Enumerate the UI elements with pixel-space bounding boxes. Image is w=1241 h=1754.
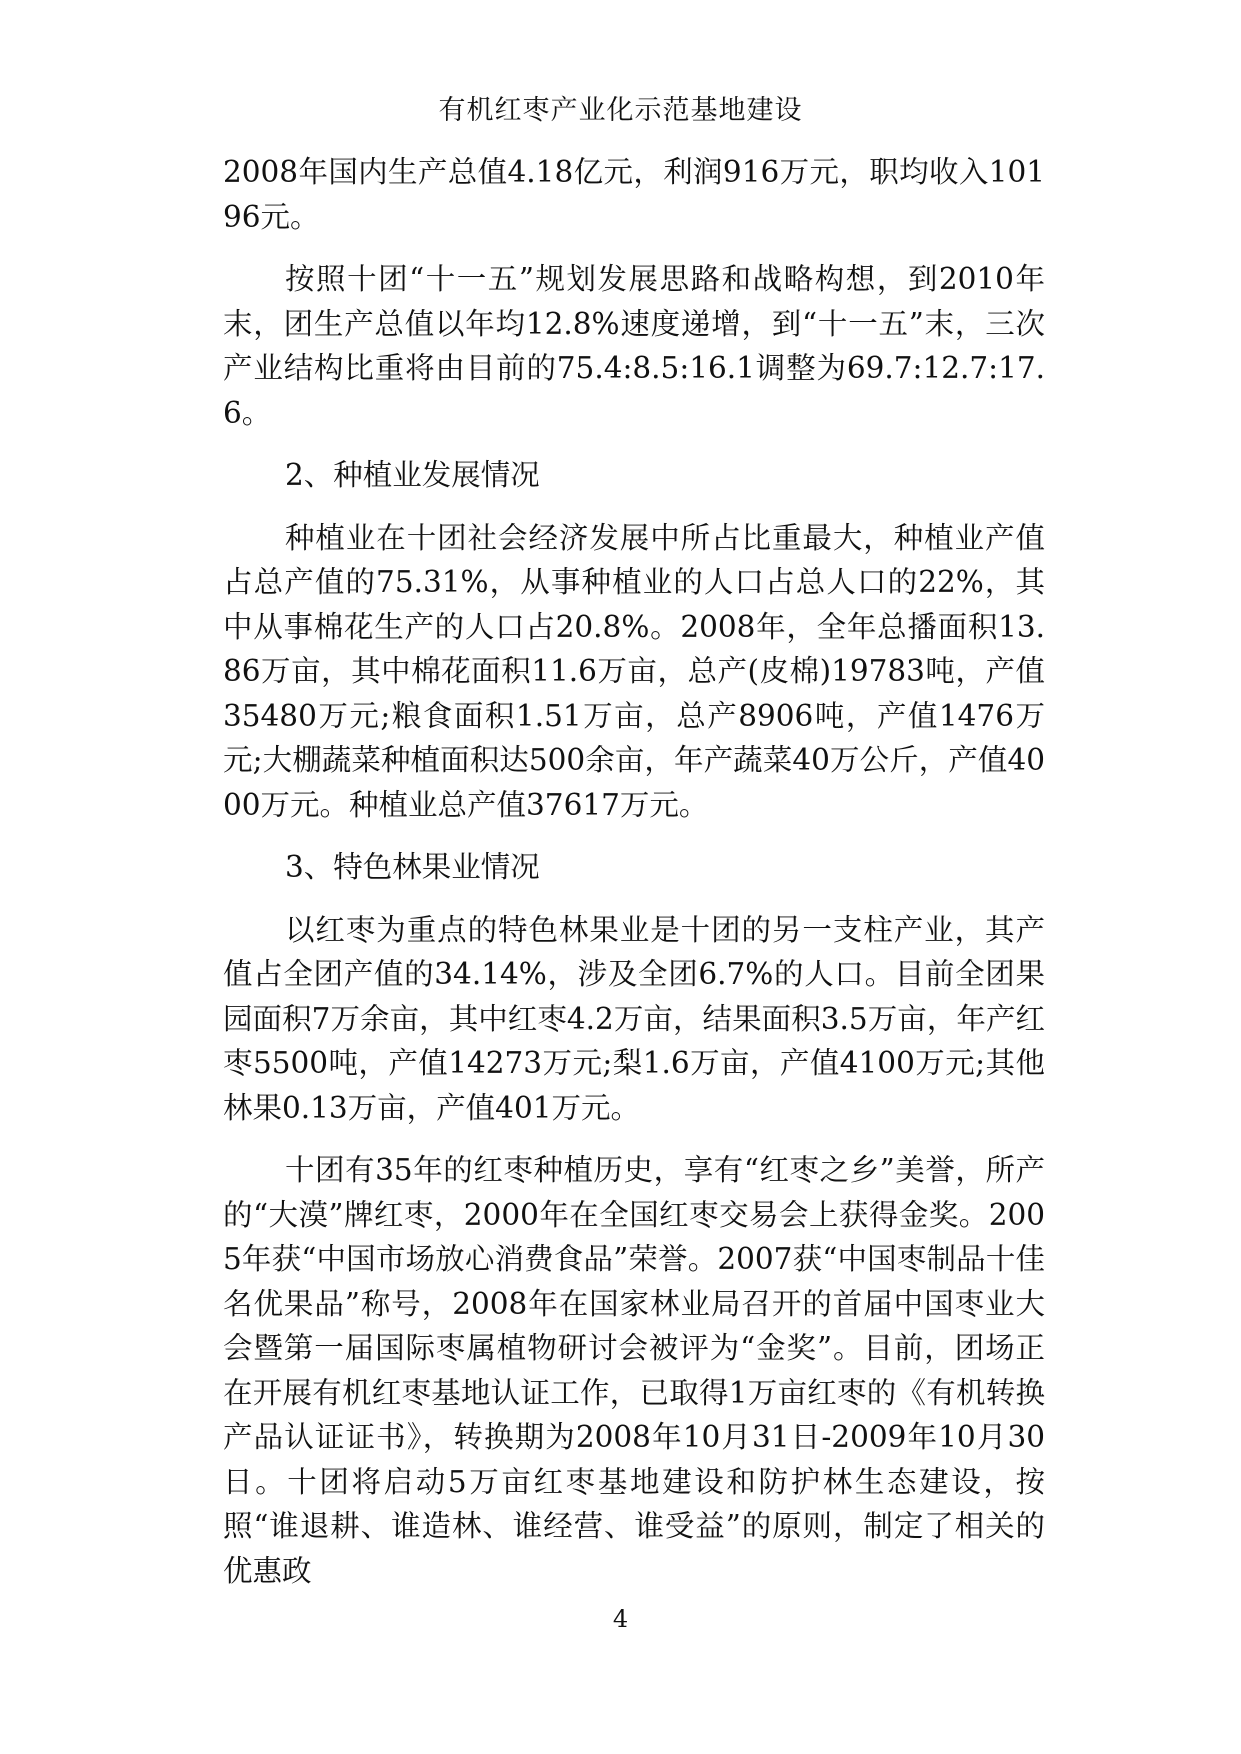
paragraph-4: 以红枣为重点的特色林果业是十团的另一支柱产业，其产值占全团产值的34.14%，涉及全团6.7%的人口。目前全团果园面积7万余亩，其中红枣4.2万亩，结果面积3.5万亩，年产红枣5500吨，产值14273万元;梨1.6万亩，产值4100万元;其他林果0.13万亩，产值401万元。 xyxy=(223,912,1045,1125)
paragraph-3: 种植业在十团社会经济发展中所占比重最大，种植业产值占总产值的75.31%，从事种植业的人口占总人口的22%，其中从事棉花生产的人口占20.8%。2008年，全年总播面积13.86万亩，其中棉花面积11.6万亩，总产(皮棉)19783吨，产值35480万元;粮食面积1.51万亩，总产8906吨，产值1476万元;大棚蔬菜种植面积达500余亩，年产蔬菜40万公斤，产值4000万元。种植业总产值37617万元。 xyxy=(223,520,1045,822)
paragraph-5: 十团有35年的红枣种植历史，享有“红枣之乡”美誉，所产的“大漠”牌红枣，2000年在全国红枣交易会上获得金奖。2005年获“中国市场放心消费食品”荣誉。2007获“中国枣制品十佳名优果品”称号，2008年在国家林业局召开的首届中国枣业大会暨第一届国际枣属植物研讨会被评为“金奖”。目前，团场正在开展有机红枣基地认证工作，已取得1万亩红枣的《有机转换产品认证证书》，转换期为2008年10月31日-2009年10月30日。十团将启动5万亩红枣基地建设和防护林生态建设，按照“谁退耕、谁造林、谁经营、谁受益”的原则，制定了相关的优惠政 xyxy=(223,1153,1045,1588)
section-heading-planting: 2、种植业发展情况 xyxy=(285,458,540,492)
paragraph-2: 按照十团“十一五”规划发展思路和战略构想，到2010年末，团生产总值以年均12.8%速度递增，到“十一五”末，三次产业结构比重将由目前的75.4:8.5:16.1调整为69.7:12.7:17.6。 xyxy=(223,262,1045,430)
page-number: 4 xyxy=(612,1605,629,1633)
running-header: 有机红枣产业化示范基地建设 xyxy=(438,95,803,126)
document-body xyxy=(223,150,1045,1611)
paragraph-1: 2008年国内生产总值4.18亿元，利润916万元，职均收入10196元。 xyxy=(223,155,1045,234)
section-heading-forestry: 3、特色林果业情况 xyxy=(285,850,540,884)
